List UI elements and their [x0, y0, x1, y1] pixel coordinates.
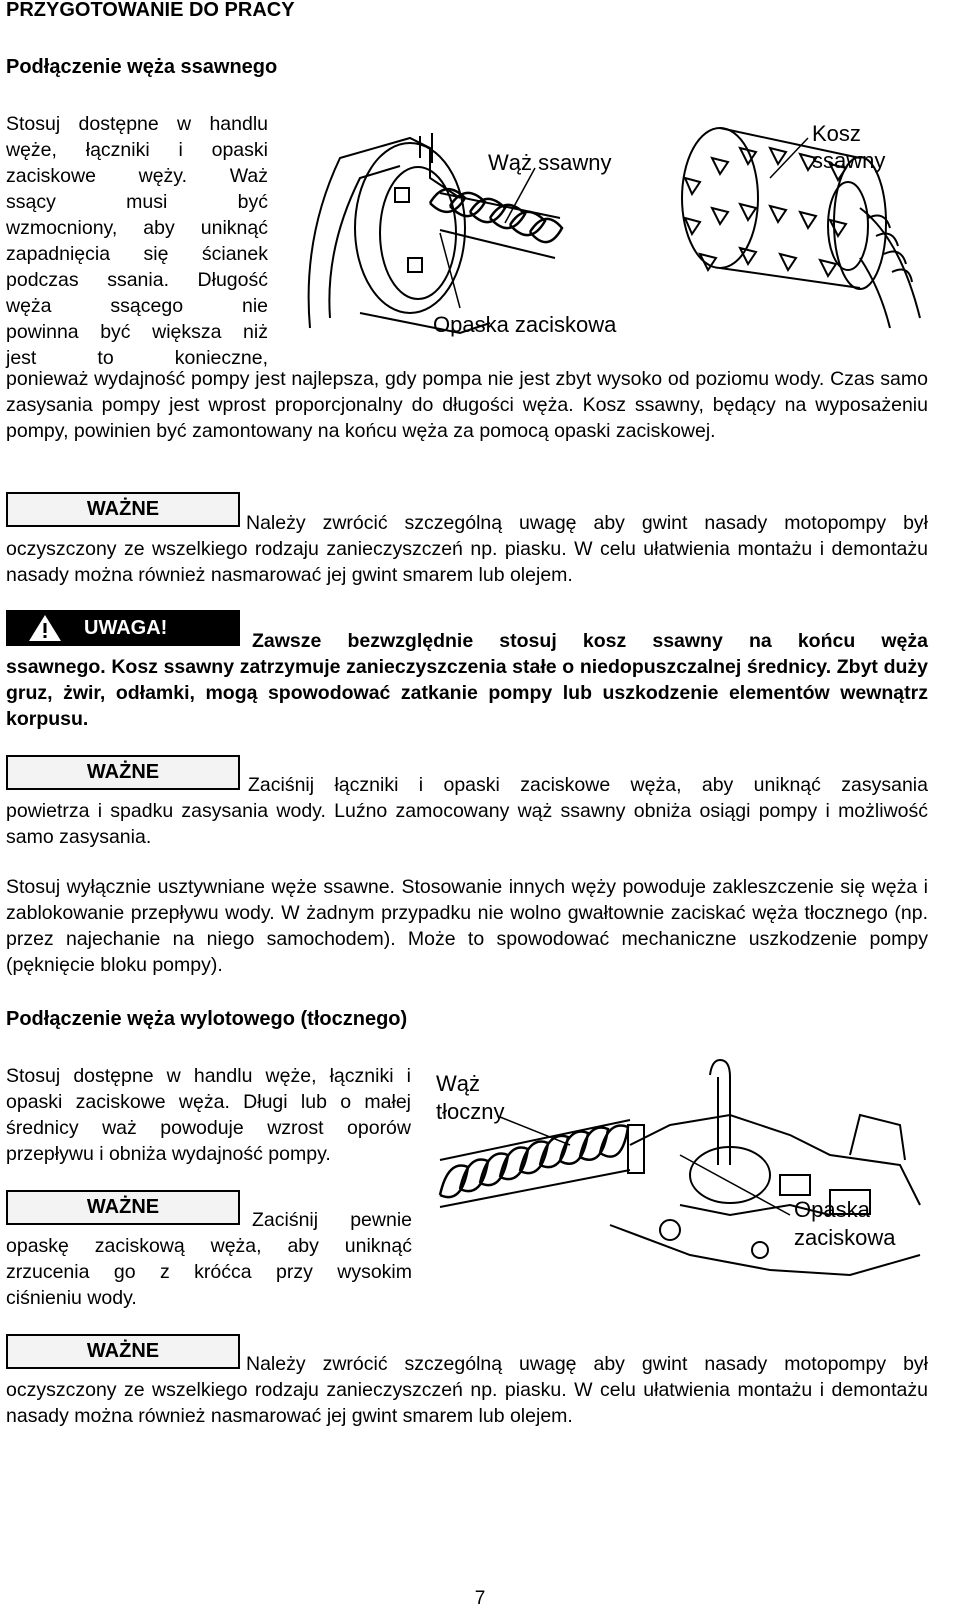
warning-badge — [6, 610, 240, 646]
text-line: węże, łączniki i opaski — [6, 139, 268, 161]
label-discharge-hose-line1: Wąż — [436, 1071, 480, 1096]
important-text: powietrza i spadku zasysania wody. Luźno zamocowany wąż ssawny obniża osiągi pompy i możliwość samo zasysania. — [6, 800, 928, 848]
text-line: węża ssącego nie — [6, 295, 268, 317]
hose-note-text: Stosuj wyłącznie usztywniane węże ssawne. Stosowanie innych węży powoduje zakleszczenie się węża i zablokowanie przepływu wody. W żadnym przypadku nie wolno gwałtownie zaciskać węża tłocznego (np. przez najechanie na niego samochodem). Może to spowodować mechaniczne uszkodzenie pompy (pęknięcie bloku pompy). — [6, 876, 928, 976]
label-discharge-hose-line2: tłoczny — [436, 1099, 505, 1124]
suction-hose-figure — [300, 118, 940, 348]
section-heading-suction: Podłączenie węża ssawnego — [6, 56, 278, 78]
label-discharge-clamp-line1: Opaska — [794, 1197, 870, 1222]
important-badge: WAŻNE — [6, 1334, 240, 1369]
text-line: Stosuj dostępne w handlu węże, łączniki i — [6, 1065, 411, 1087]
page-header: PRZYGOTOWANIE DO PRACY — [6, 0, 295, 21]
discharge-intro-text — [6, 1063, 411, 1167]
warning-first-line: Zawsze bezwzględnie stosuj kosz ssawny na końcu węża — [252, 630, 928, 652]
text-line: zrzucenia go z króćca przy wysokim — [6, 1261, 412, 1283]
text-line: Stosuj dostępne w handlu — [6, 113, 268, 135]
warning-badge-label: UWAGA! — [84, 617, 168, 639]
label-clamp: Opaska zaciskowa — [433, 312, 617, 337]
text-line: ciśnieniu wody. — [6, 1287, 137, 1309]
text-line: średnicy waż powoduje wzrost oporów — [6, 1117, 411, 1139]
important-first-line: Zaciśnij łączniki i opaski zaciskowe węża, aby uniknąć zasysania — [248, 774, 928, 796]
text-line: ssący musi być — [6, 191, 268, 213]
text-line: przepływu i obniża wydajność pompy. — [6, 1143, 331, 1165]
important-first-line: Zaciśnij pewnie — [252, 1209, 412, 1231]
important-first-line: Należy zwrócić szczególną uwagę aby gwint nasady motopompy był — [246, 1353, 928, 1375]
important-badge: WAŻNE — [6, 492, 240, 527]
label-strainer-line2: ssawny — [812, 148, 886, 173]
important-badge: WAŻNE — [6, 1190, 240, 1225]
important-text: oczyszczony ze wszelkiego rodzaju zanieczyszczeń np. piasku. W celu ułatwienia montażu i demontażu nasady można również nasmarować jej gwint smarem lub olejem. — [6, 1379, 928, 1427]
important-text: oczyszczony ze wszelkiego rodzaju zanieczyszczeń np. piasku. W celu ułatwienia montażu i demontażu nasady można również nasmarować jej gwint smarem lub olejem. — [6, 538, 928, 586]
text-line: wzmocniony, aby uniknąć — [6, 217, 268, 239]
warning-triangle-icon — [28, 614, 62, 642]
text-line: opaski zaciskowe węża. Długi lub o małej — [6, 1091, 411, 1113]
text-line: powinna być większa niż — [6, 321, 268, 343]
suction-continuation-text: ponieważ wydajność pompy jest najlepsza, gdy pompa nie jest zbyt wysoko od poziomu wody. Czas samo zasysania pompy jest wprost proporcjonalny do długości węża. Kosz ssawny, będący na wyposażeniu pompy, powinien być zamontowany na końcu węża za pomocą opaski zaciskowej. — [6, 368, 928, 442]
text-line: podczas ssania. Długość — [6, 269, 268, 291]
section-heading-discharge: Podłączenie węża wylotowego (tłocznego) — [6, 1008, 408, 1030]
important-text — [6, 1233, 412, 1311]
label-discharge-clamp-line2: zaciskowa — [794, 1225, 896, 1250]
important-first-line: Należy zwrócić szczególną uwagę aby gwint nasady motopompy był — [246, 512, 928, 534]
suction-intro-text — [6, 111, 268, 371]
discharge-hose-figure — [430, 1055, 930, 1285]
label-strainer-line1: Kosz — [812, 121, 861, 146]
warning-text: ssawnego. Kosz ssawny zatrzymuje zanieczyszczenia stałe o niedopuszczalnej średnicy. Zbyt duży gruz, żwir, odłamki, mogą spowodować zatkanie pompy lub uszkodzenie elementów wewnątrz korpusu. — [6, 656, 928, 730]
text-line: zaciskowe węży. Waż — [6, 165, 268, 187]
text-line: opaskę zaciskową węża, aby uniknąć — [6, 1235, 412, 1257]
page-number: 7 — [474, 1588, 486, 1609]
text-line: zapadnięcia się ścianek — [6, 243, 268, 265]
text-line: jest to konieczne, — [6, 347, 268, 369]
label-suction-hose: Wąż ssawny — [488, 150, 612, 175]
important-badge: WAŻNE — [6, 755, 240, 790]
